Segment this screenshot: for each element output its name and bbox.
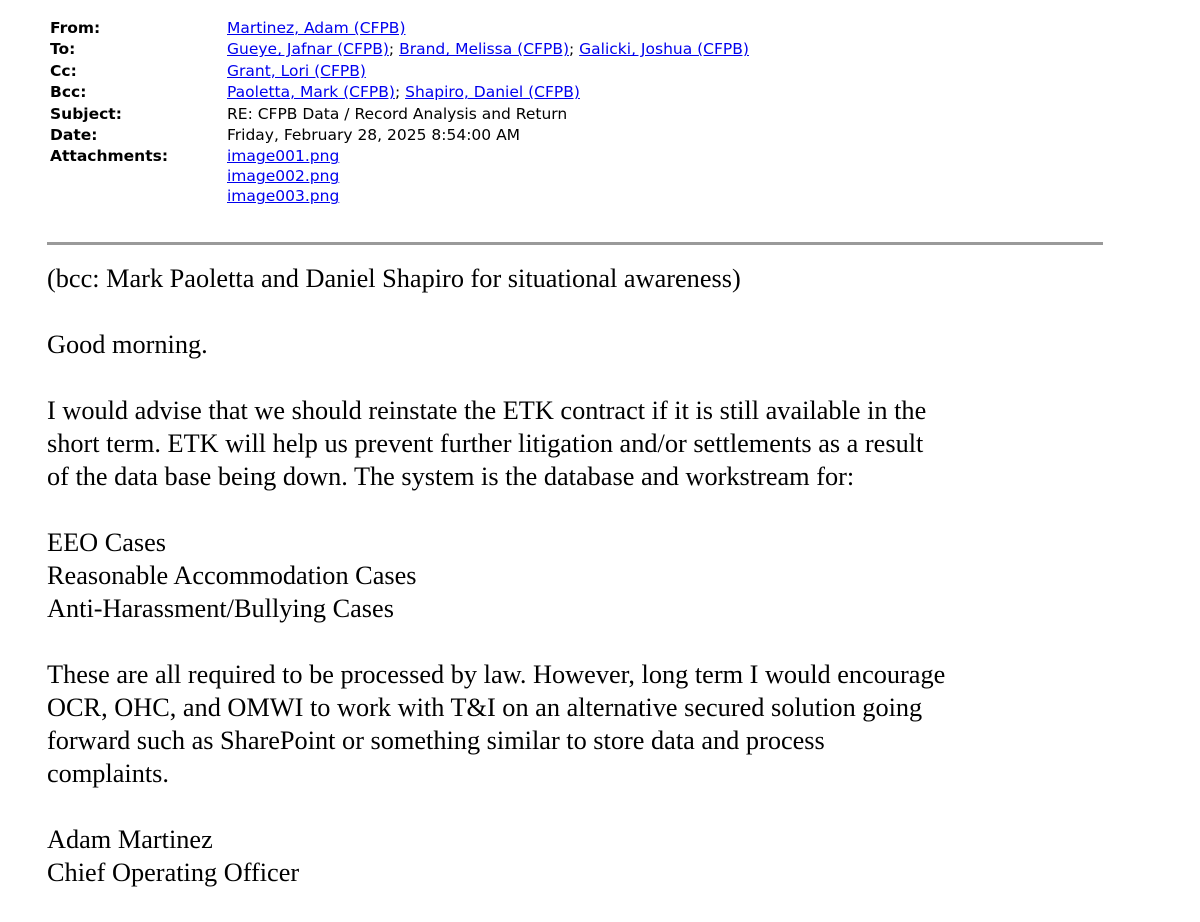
attachments-label: Attachments: [50,147,169,166]
date-value: Friday, February 28, 2025 8:54:00 AM [227,126,521,145]
to-recipient-link[interactable]: Gueye, Jafnar (CFPB) [227,40,389,59]
attachment-link[interactable]: image002.png [227,167,340,186]
body-line: short term. ETK will help us prevent further litigation and/or settlements as a result [47,429,924,458]
attachment-link[interactable]: image003.png [227,187,340,206]
date-row [50,125,1110,146]
to-row [50,39,1110,60]
attachments-row [50,146,1110,206]
subject-value: RE: CFPB Data / Record Analysis and Return [227,104,568,123]
body-line: OCR, OHC, and OMWI to work with T&I on an alternative secured solution going [47,693,923,722]
case-item: Reasonable Accommodation Cases [47,561,417,590]
to-recipient-link[interactable]: Galicki, Joshua (CFPB) [579,40,749,59]
body-line: (bcc: Mark Paoletta and Daniel Shapiro for situational awareness) [47,264,741,293]
from-row [50,18,1110,39]
email-header [50,18,1110,206]
body-line: Good morning. [47,330,208,359]
cc-row [50,61,1110,82]
bcc-row [50,82,1110,103]
to-recipient-link[interactable]: Brand, Melissa (CFPB) [399,40,569,59]
greeting [47,328,1157,361]
signature-name: Adam Martinez [47,825,213,854]
recommendation-paragraph [47,658,1157,790]
to-label: To: [50,40,76,59]
subject-row [50,104,1110,125]
bcc-note [47,262,1157,295]
body-line: complaints. [47,759,169,788]
cc-recipient-link[interactable]: Grant, Lori (CFPB) [227,61,366,80]
case-list [47,526,1157,625]
body-line: I would advise that we should reinstate the ETK contract if it is still available in the [47,396,927,425]
signature-title: Chief Operating Officer [47,858,300,887]
bcc-recipient-link[interactable]: Shapiro, Daniel (CFPB) [405,83,580,102]
body-line: These are all required to be processed by law. However, long term I would encourage [47,660,946,689]
recipient-separator: ; [569,40,580,59]
attachment-link[interactable]: image001.png [227,147,340,166]
from-link[interactable]: Martinez, Adam (CFPB) [227,19,406,37]
body-line: of the data base being down. The system is the database and workstream for: [47,462,855,491]
signature [47,823,1157,889]
recipient-separator: ; [388,40,400,59]
date-label: Date: [50,126,98,145]
body-line: forward such as SharePoint or something similar to store data and process [47,726,825,755]
subject-label: Subject: [50,104,122,123]
email-body [47,262,1157,922]
header-divider [47,242,1103,245]
cc-label: Cc: [50,61,77,80]
case-item: EEO Cases [47,528,167,557]
bcc-label: Bcc: [50,83,87,102]
attachments-list [227,146,1110,206]
advice-paragraph [47,394,1157,493]
from-label: From: [50,19,101,37]
bcc-recipient-link[interactable]: Paoletta, Mark (CFPB) [227,83,395,102]
case-item: Anti-Harassment/Bullying Cases [47,594,394,623]
recipient-separator: ; [394,83,406,102]
